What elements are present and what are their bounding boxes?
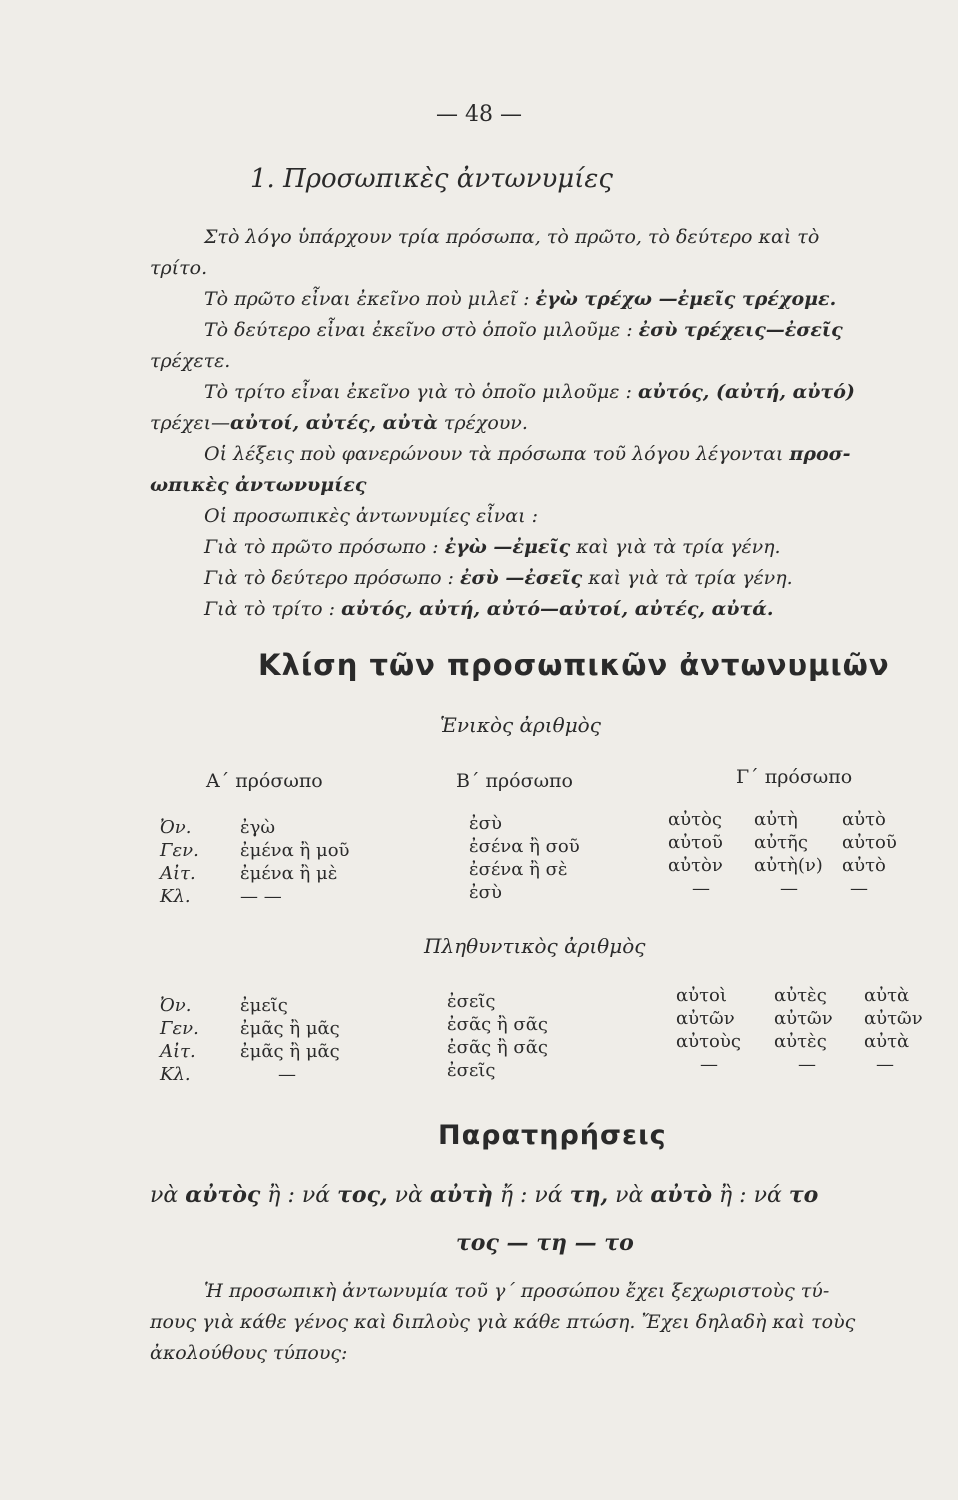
sg-second-nom: ἐσὺ xyxy=(469,813,502,834)
pl-third-n-acc: αὐτὰ xyxy=(864,1031,910,1052)
first-person-text: Τὸ πρῶτο εἶναι ἐκεῖνο ποὺ μιλεῖ : xyxy=(204,288,536,310)
sg-third-m-gen: αὐτοῦ xyxy=(668,832,723,853)
sg-second-gen: ἐσένα ἢ σοῦ xyxy=(469,836,580,857)
pl-case-nominative: Ὀν. xyxy=(160,995,192,1016)
pl-third-f-nom: αὐτὲς xyxy=(774,985,827,1006)
plural-third-n-col xyxy=(864,984,923,1076)
sg-third-f-voc: — xyxy=(780,878,798,899)
plural-cases xyxy=(160,994,199,1086)
pl-case-genitive: Γεν. xyxy=(160,1018,199,1039)
list-item-1-a: Γιὰ τὸ πρῶτο πρόσωπο : xyxy=(204,536,445,558)
obs1-g: ἤ : νά xyxy=(492,1183,570,1208)
obs-text-line-1: Ἡ προσωπικὴ ἀντωνυμία τοῦ γ΄ προσώπου ἔχει ξεχωριστοὺς τύ- xyxy=(204,1280,830,1302)
sg-third-f-acc: αὐτὴ(ν) xyxy=(754,855,823,876)
list-item-3-b: αὐτός, αὐτή, αὐτό—αὐτοί, αὐτές, αὐτά. xyxy=(341,598,774,620)
pl-first-nom: ἐμεῖς xyxy=(240,995,288,1016)
sg-third-n-gen: αὐτοῦ xyxy=(842,832,897,853)
second-person-text: Τὸ δεύτερο εἶναι ἐκεῖνο στὸ ὁποῖο μιλοῦμε : xyxy=(204,319,639,341)
observations-line-2: τος — τη — το xyxy=(456,1230,634,1256)
pl-second-nom: ἐσεῖς xyxy=(447,991,496,1012)
sg-third-m-acc: αὐτὸν xyxy=(668,855,723,876)
pl-case-vocative: Κλ. xyxy=(160,1064,191,1085)
words-term-2: ωπικὲς ἀντωνυμίες xyxy=(150,474,367,496)
sg-third-m-nom: αὐτὸς xyxy=(668,809,722,830)
list-item-2 xyxy=(150,563,930,594)
obs-text-line-2: πους γιὰ κάθε γένος καὶ διπλοὺς γιὰ κάθε πτώση. Ἔχει δηλαδὴ καὶ τοὺς xyxy=(150,1311,856,1333)
second-person-line xyxy=(150,315,930,346)
sg-third-f-nom: αὐτὴ xyxy=(754,809,798,830)
obs1-b: αὐτὸς xyxy=(185,1182,261,1208)
case-vocative: Κλ. xyxy=(160,886,191,907)
obs1-e: νὰ xyxy=(387,1183,430,1208)
pl-third-m-acc: αὐτοὺς xyxy=(676,1031,741,1052)
words-text: Οἱ λέξεις ποὺ φανερώνουν τὰ πρόσωπα τοῦ λόγου λέγονται xyxy=(204,443,790,465)
list-intro: Οἱ προσωπικὲς ἀντωνυμίες εἶναι : xyxy=(204,505,538,527)
declension-title: Κλίση τῶν προσωπικῶν ἀντωνυμιῶν xyxy=(258,648,890,682)
obs1-i: νὰ xyxy=(608,1183,651,1208)
pl-third-m-gen: αὐτῶν xyxy=(676,1008,735,1029)
sg-second-acc: ἐσένα ἢ σὲ xyxy=(469,859,568,880)
case-genitive: Γεν. xyxy=(160,840,199,861)
singular-first-col xyxy=(240,816,350,908)
header-first-person: Α΄ πρόσωπο xyxy=(206,770,323,792)
header-second-person: Β΄ πρόσωπο xyxy=(456,770,573,792)
sg-third-n-acc: αὐτὸ xyxy=(842,855,886,876)
third-person-text: Τὸ τρίτο εἶναι ἐκεῖνο γιὰ τὸ ὁποῖο μιλοῦμε : xyxy=(204,381,638,403)
case-accusative: Αἰτ. xyxy=(160,863,196,884)
singular-cases xyxy=(160,816,199,908)
singular-second-col xyxy=(469,812,580,904)
third-cont-a: τρέχει— xyxy=(150,412,231,434)
first-person-example: ἐγὼ τρέχω —ἐμεῖς τρέχομε. xyxy=(535,288,837,310)
obs1-h: τη, xyxy=(569,1182,609,1208)
singular-third-n-col xyxy=(842,808,897,900)
pl-third-f-acc: αὐτὲς xyxy=(774,1031,827,1052)
obs1-d: τος, xyxy=(337,1182,388,1208)
pl-third-m-voc: — xyxy=(700,1054,718,1075)
sg-first-gen: ἐμένα ἢ μοῦ xyxy=(240,840,350,861)
plural-title: Πληθυντικὸς ἀριθμὸς xyxy=(424,934,646,958)
singular-title: Ἑνικὸς ἀριθμὸς xyxy=(440,713,601,737)
pl-case-accusative: Αἰτ. xyxy=(160,1041,196,1062)
pl-first-voc: — xyxy=(278,1064,296,1085)
plural-third-m-col xyxy=(676,984,741,1076)
sg-third-n-voc: — xyxy=(850,878,868,899)
sg-third-n-nom: αὐτὸ xyxy=(842,809,886,830)
list-item-1-b: ἐγὼ —ἐμεῖς xyxy=(444,536,571,558)
third-person-line xyxy=(150,377,930,408)
obs1-f: αὐτὴ xyxy=(429,1182,493,1208)
sg-first-nom: ἐγὼ xyxy=(240,817,276,838)
list-item-2-b: ἐσὺ —ἐσεῖς xyxy=(460,567,583,589)
sg-first-voc: — — xyxy=(240,886,282,907)
observations-line-1 xyxy=(150,1182,818,1208)
section-title: 1. Προσωπικὲς ἀντωνυμίες xyxy=(250,164,613,194)
second-person-cont: τρέχετε. xyxy=(150,350,231,372)
obs-text-line-3: ἀκολούθους τύπους: xyxy=(150,1342,348,1364)
list-item-1 xyxy=(150,532,930,563)
observations-title: Παρατηρήσεις xyxy=(438,1120,667,1151)
third-person-example: αὐτός, (αὐτή, αὐτό) xyxy=(637,381,855,403)
third-cont-b: αὐτοί, αὐτές, αὐτὰ xyxy=(230,412,438,434)
words-term-1: προσ- xyxy=(789,443,851,465)
obs1-j: αὐτὸ xyxy=(650,1182,713,1208)
pl-second-gen: ἐσᾶς ἢ σᾶς xyxy=(447,1014,548,1035)
list-item-1-c: καὶ γιὰ τὰ τρία γένη. xyxy=(570,536,781,558)
sg-third-m-voc: — xyxy=(692,878,710,899)
sg-third-f-gen: αὐτῆς xyxy=(754,832,808,853)
pl-third-n-voc: — xyxy=(876,1054,894,1075)
list-item-3-a: Γιὰ τὸ τρίτο : xyxy=(204,598,342,620)
second-person-example: ἐσὺ τρέχεις—ἐσεῖς xyxy=(638,319,843,341)
intro-line-1: Στὸ λόγο ὑπάρχουν τρία πρόσωπα, τὸ πρῶτο, τὸ δεύτερο καὶ τὸ xyxy=(204,226,820,248)
obs1-k: ἢ : νά xyxy=(712,1183,789,1208)
first-person-line xyxy=(150,284,930,315)
observations-text xyxy=(150,1276,855,1369)
third-person-cont xyxy=(150,408,930,439)
pl-first-acc: ἐμᾶς ἢ μᾶς xyxy=(240,1041,340,1062)
pl-third-n-nom: αὐτὰ xyxy=(864,985,910,1006)
pl-third-f-gen: αὐτῶν xyxy=(774,1008,833,1029)
case-nominative: Ὀν. xyxy=(160,817,192,838)
list-item-2-c: καὶ γιὰ τὰ τρία γένη. xyxy=(582,567,793,589)
pl-second-acc: ἐσᾶς ἢ σᾶς xyxy=(447,1037,548,1058)
list-item-3 xyxy=(150,594,930,625)
pl-first-gen: ἐμᾶς ἢ μᾶς xyxy=(240,1018,340,1039)
sg-second-voc: ἐσὺ xyxy=(469,882,502,903)
singular-third-m-col xyxy=(668,808,723,900)
pl-second-voc: ἐσεῖς xyxy=(447,1060,496,1081)
obs1-l: το xyxy=(788,1182,819,1208)
list-item-2-a: Γιὰ τὸ δεύτερο πρόσωπο : xyxy=(204,567,460,589)
pl-third-n-gen: αὐτῶν xyxy=(864,1008,923,1029)
pl-third-f-voc: — xyxy=(798,1054,816,1075)
obs1-a: νὰ xyxy=(150,1183,186,1208)
plural-second-col xyxy=(447,990,548,1082)
sg-first-acc: ἐμένα ἢ μὲ xyxy=(240,863,338,884)
page-number: — 48 — xyxy=(436,102,522,127)
pl-third-m-nom: αὐτοὶ xyxy=(676,985,727,1006)
header-third-person: Γ΄ πρόσωπο xyxy=(736,766,853,788)
plural-third-f-col xyxy=(774,984,833,1076)
plural-first-col xyxy=(240,994,340,1086)
obs1-c: ἢ : νά xyxy=(260,1183,338,1208)
intro-paragraph xyxy=(150,222,930,625)
intro-line-2: τρίτο. xyxy=(150,257,208,279)
third-cont-c: τρέχουν. xyxy=(437,412,528,434)
words-line xyxy=(150,439,930,470)
singular-third-f-col xyxy=(754,808,823,900)
